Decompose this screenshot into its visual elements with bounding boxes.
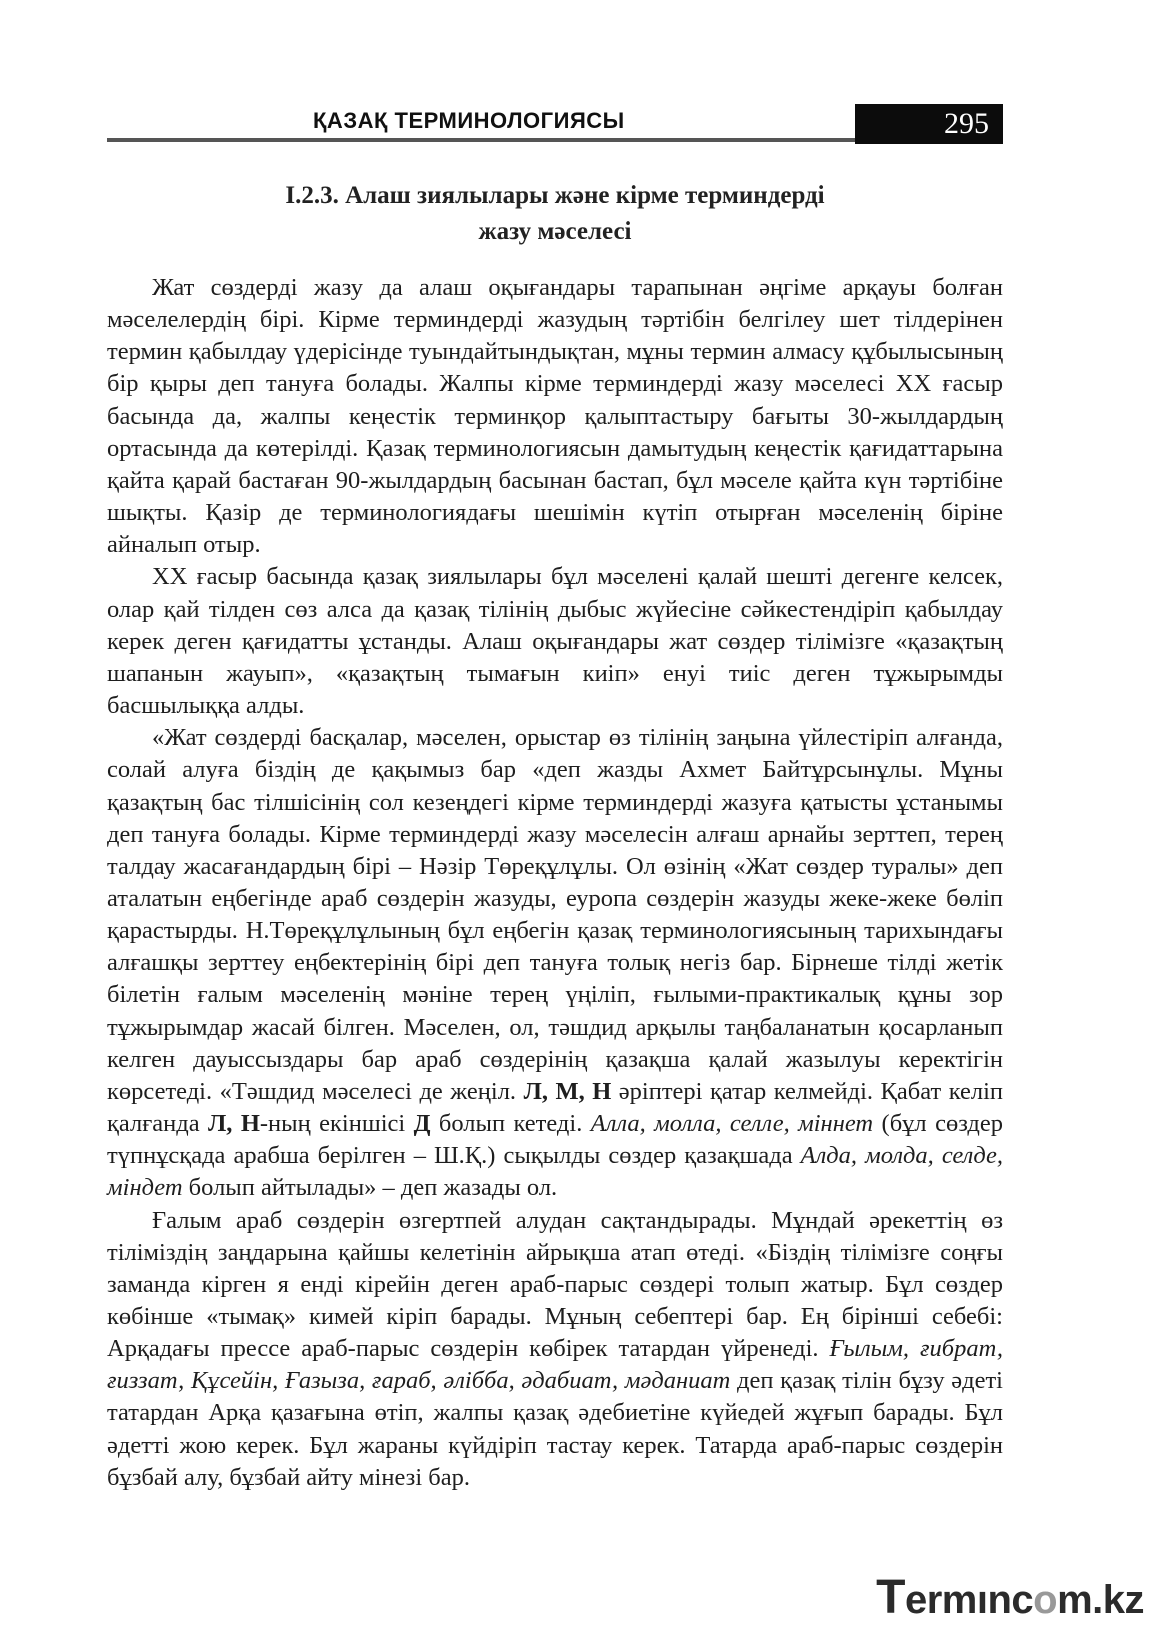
text-span: (бұл сөздер түпнұсқада арабша берілген – Ш.Қ.) сықылды сөздер қазақшада <box>107 1110 1004 1170</box>
section-title-line2: жазу мәселесі <box>478 218 632 245</box>
italic-words: Ғылым, ғибрат, ғиззат, Құсейін, Ғазыза, ғараб, әлібба, әдабиат, мәданиат <box>107 1335 1004 1395</box>
bold-letters: Л, Н <box>208 1110 260 1138</box>
italic-words: Алда, молда, селде, міндет <box>107 1142 1004 1202</box>
body-text <box>107 272 1003 1494</box>
paragraph-3 <box>107 722 1003 1204</box>
bold-letter: Д <box>413 1110 431 1138</box>
logo-o: o <box>1033 1578 1058 1622</box>
header-rule <box>107 138 855 142</box>
bold-letters: Л, М, Н <box>523 1077 612 1105</box>
section-title <box>107 178 1003 250</box>
running-header <box>107 104 1003 144</box>
paragraph-1: Жат сөздерді жазу да алаш оқығандары тарапынан әңгіме арқауы болған мәселелердің бірі. Кірме терминдерді жазудың тәртібін белгілеу шет тілдерінен термин қабылдау үдерісінде туындайтындықтан, мұны термин алмасу құбылысының бір қыры деп тануға болады. Жалпы кірме терминдерді жазу мәселесі ХХ ғасыр басында да, жалпы кеңестік терминқор қалыптастыру бағыты 30-жылдардың ортасында да көтерілді. Қазақ терминологиясын дамытудың кеңестік қағидаттарына қайта қарай бастаған 90-жылдардың басынан бастап, бұл мәселе қайта күн тәртібіне шықты. Қазір де терминологиядағы шешімін күтіп отырған мәселенің біріне айналып отыр. <box>107 274 1003 559</box>
italic-words: Алла, молла, селле, міннет <box>590 1110 874 1138</box>
logo-text: ermınc <box>904 1578 1034 1622</box>
text-span: -ның екіншісі <box>259 1110 406 1138</box>
watermark-logo <box>876 1570 1144 1625</box>
logo-letter: T <box>876 1571 905 1624</box>
section-title-line1: І.2.3. Алаш зиялылары және кірме терминдерді <box>285 182 825 209</box>
text-span: Ғалым араб сөздерін өзгертпей алудан сақтандырады. Мұндай әрекеттің өз тіліміздің заңдарына қайшы келетінін айрықша атап өтеді. «Біздің тілімізге соңғы заманда кірген я енді кірейін деген араб-парыс сөздері толып жатыр. Бұл сөздер көбінше «тымақ» кимей кіріп барады. Мұның себептері бар. Ең бірінші себебі: Арқадағы прессе араб-парыс сөздерін көбірек татардан үйренеді. <box>107 1206 1003 1363</box>
text-span: болып кетеді. <box>438 1110 583 1138</box>
text-span: әріптері қатар келмейді. Қабат келіп қалғанда <box>107 1077 1004 1138</box>
text-span: болып айтылады» – деп жазады ол. <box>188 1174 558 1202</box>
page-number: 295 <box>855 104 1003 144</box>
paragraph-4 <box>107 1205 1003 1494</box>
logo-text: m.kz <box>1057 1578 1144 1622</box>
text-span: «Жат сөздерді басқалар, мәселен, орыстар өз тілінің заңына үйлестіріп алғанда, солай алуға біздің де қақымыз бар «деп жазды Ахмет Байтұрсынұлы. Мұны қазақтың бас тілшісінің сол кезеңдегі кірме терминдерді жазуға қатысты ұстанымы деп тануға болады. Кірме терминдерді жазу мәселесін алғаш арнайы зерттеп, терең талдау жасағандардың бірі – Нәзір Төреқұлұлы. Ол өзінің «Жат сөздер туралы» деп аталатын еңбегінде араб сөздерін жазуды, еуропа сөздерін жазуды жеке-жеке бөліп қарастырды. Н.Төреқұлұлының бұл еңбегін қазақ терминологиясының тарихындағы алғашқы зерттеу еңбектерінің бірі деп тануға толық негіз бар. Бірнеше тілді жетік білетін ғалым мәселенің мәніне терең үңіліп, ғылыми-практикалық құны зор тұжырымдар жасай білген. Мәселен, ол, тәшдид арқылы таңбаланатын қосарланып келген дауыссыздары бар араб сөздерінің қазақша қалай жазылуы керектігін көрсетеді. «Тәшдид мәселесі де жеңіл. <box>107 724 1003 1105</box>
paragraph-2: ХХ ғасыр басында қазақ зиялылары бұл мәселені қалай шешті дегенге келсек, олар қай тілден сөз алса да қазақ тілінің дыбыс жүйесіне сәйкестендіріп қабылдау керек деген қағидатты ұстанды. Алаш оқығандары жат сөздер тілімізге «қазақтың шапанын жауып», «қазақтың тымағын киіп» енуі тиіс деген тұжырымды басшылыққа алды. <box>107 563 1003 720</box>
running-title: ҚАЗАҚ ТЕРМИНОЛОГИЯСЫ <box>313 108 625 133</box>
text-span: деп қазақ тілін бұзу әдеті татардан Арқа қазағына өтіп, жалпы қазақ әдебиетіне күйедей жұғып барады. Бұл әдетті жою керек. Бұл жараны күйдіріп тастау керек. Татарда араб-парыс сөздерін бұзбай алу, бұзбай айту мінезі бар. <box>107 1367 1003 1491</box>
